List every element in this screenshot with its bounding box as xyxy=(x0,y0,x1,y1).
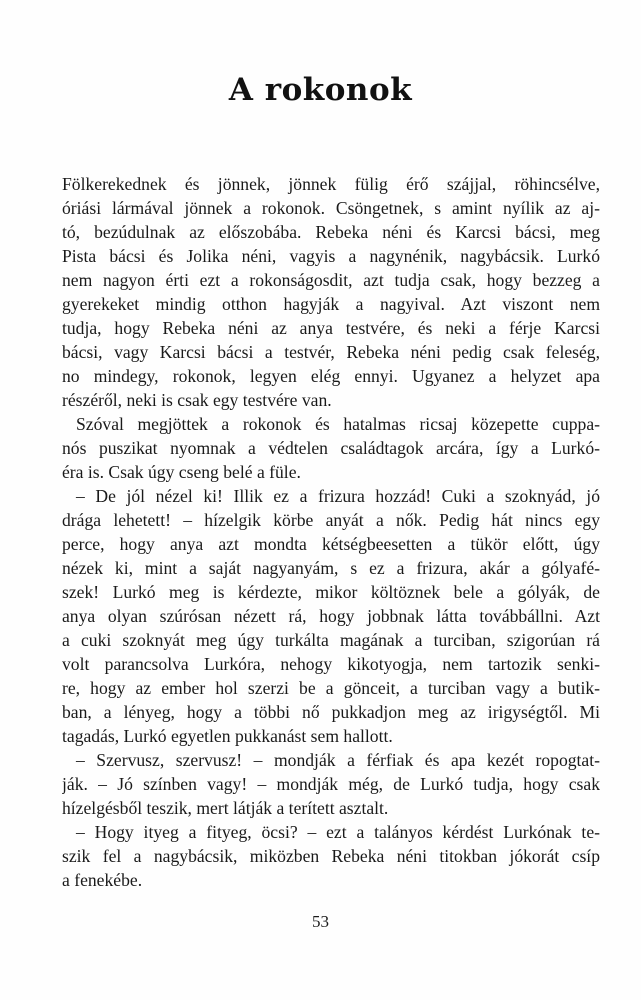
text-line: volt parancsolva Lurkóra, nehogy kikotyogja, nem tartozik senki- xyxy=(62,654,600,674)
text-line: anya olyan szúrósan nézett rá, hogy jobbnak látta továbbállni. Azt xyxy=(62,606,600,626)
text-line: nós puszikat nyomnak a védtelen családtagok arcára, így a Lurkó- xyxy=(62,438,600,458)
text-line: Szóval megjöttek a rokonok és hatalmas ricsaj közepette cuppa- xyxy=(76,414,600,434)
text-line: óriási lármával jönnek a rokonok. Csöngetnek, s amint nyílik az aj- xyxy=(62,198,600,218)
text-line: éra is. Csak úgy cseng belé a füle. xyxy=(62,462,301,482)
text-line: re, hogy az ember hol szerzi be a gönceit, a turciban vagy a butik- xyxy=(62,678,600,698)
text-line: szek! Lurkó meg is kérdezte, mikor költöznek bele a gólyák, de xyxy=(62,582,600,602)
text-line: drága lehetett! – hízelgik körbe anyát a nők. Pedig hát nincs egy xyxy=(62,510,600,530)
text-line: hízelgésből teszik, mert látják a terített asztalt. xyxy=(62,798,389,818)
text-line: no mindegy, rokonok, legyen elég ennyi. Ugyanez a helyzet apa xyxy=(62,366,600,386)
text-line: gyerekeket mindig otthon hagyják a nagyival. Azt viszont nem xyxy=(62,294,600,314)
text-line: tudja, hogy Rebeka néni az anya testvére, és neki a férje Karcsi xyxy=(62,318,600,338)
text-line: nézek ki, mint a saját nagyanyám, s ez a frizura, akár a gólyafé- xyxy=(62,558,600,578)
body-text xyxy=(62,172,600,892)
text-line: a fenekébe. xyxy=(62,870,143,890)
text-line: Pista bácsi és Jolika néni, vagyis a nagynénik, nagybácsik. Lurkó xyxy=(62,246,600,266)
text-line: a cuki szoknyát meg úgy turkálta magának a turciban, szigorúan rá xyxy=(62,630,600,650)
text-line: – Szervusz, szervusz! – mondják a férfiak és apa kezét ropogtat- xyxy=(76,750,600,770)
text-line: ják. – Jó színben vagy! – mondják még, de Lurkó tudja, hogy csak xyxy=(62,774,600,794)
text-line: ban, a lényeg, hogy a többi nő pukkadjon meg az irigységtől. Mi xyxy=(62,702,600,722)
text-line: tagadás, Lurkó egyetlen pukkanást sem hallott. xyxy=(62,726,393,746)
text-line: Fölkerekednek és jönnek, jönnek fülig érő szájjal, röhincsélve, xyxy=(62,174,600,194)
chapter-title: A rokonok xyxy=(228,72,413,108)
text-line: nem nagyon érti ezt a rokonságosdit, azt tudja csak, hogy bezzeg a xyxy=(62,270,600,290)
text-line: bácsi, vagy Karcsi bácsi a testvér, Rebeka néni pedig csak feleség, xyxy=(62,342,600,362)
text-line: tó, bezúdulnak az előszobába. Rebeka néni és Karcsi bácsi, meg xyxy=(62,222,600,242)
text-line: részéről, neki is csak egy testvére van. xyxy=(62,390,332,410)
text-line: – De jól nézel ki! Illik ez a frizura hozzád! Cuki a szoknyád, jó xyxy=(76,486,600,506)
text-line: – Hogy ityeg a fityeg, öcsi? – ezt a talányos kérdést Lurkónak te- xyxy=(76,822,600,842)
text-line: perce, hogy anya azt mondta kétségbeesetten a tükör előtt, úgy xyxy=(62,534,600,554)
text-line: szik fel a nagybácsik, miközben Rebeka néni titokban jókorát csíp xyxy=(62,846,600,866)
page-number: 53 xyxy=(312,912,329,931)
